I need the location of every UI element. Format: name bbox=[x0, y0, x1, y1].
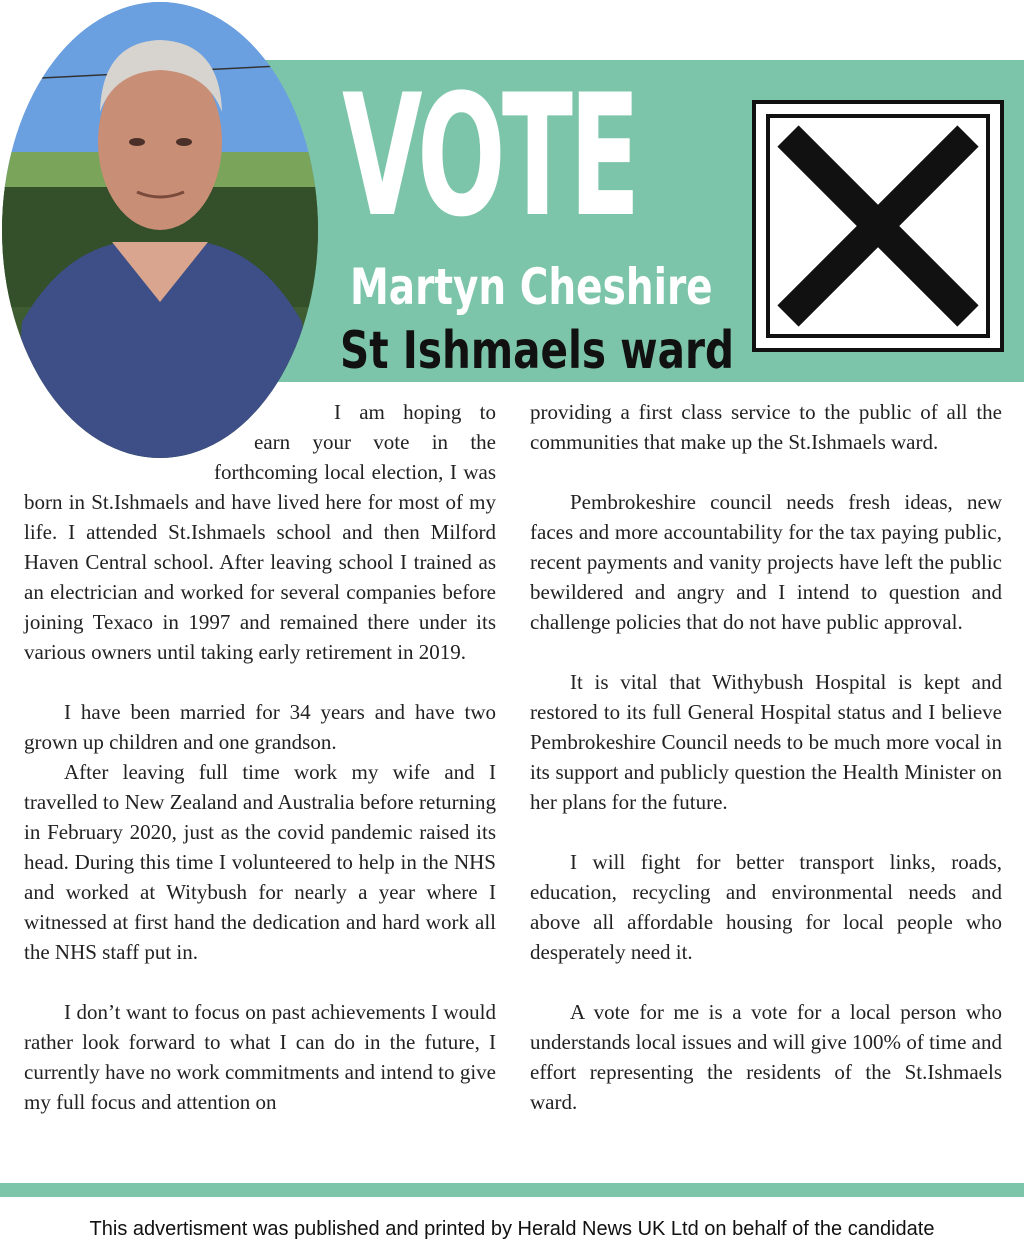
text-wrap-spacer bbox=[24, 397, 294, 427]
paragraph: providing a first class service to the public of all the communities that make up the St.Ishmaels ward. bbox=[530, 400, 1002, 454]
text-wrap-spacer bbox=[24, 457, 214, 487]
paragraph: After leaving full time work my wife and I travelled to New Zealand and Australia before returning in February 2020, just as the covid pandemic raised its head. During this time I volunteered to help in the NHS and worked at Witybush for nearly a year where I witnessed at first hand the dedication and hard work all the NHS staff put in. bbox=[24, 760, 496, 964]
candidate-name: Martyn Cheshire bbox=[350, 258, 713, 316]
paragraph: It is vital that Withybush Hospital is kept and restored to its full General Hospital status and I believe Pembrokeshire Council needs to be much more vocal in its support and publicly question the Health Minister on her plans for the future. bbox=[530, 670, 1002, 814]
right-text-column bbox=[530, 397, 1002, 1117]
paragraph: I am hoping to earn your vote in the forthcoming local election, I was born in St.Ishmaels and have lived here for most of my life. I attended St.Ishmaels school and then Milford Haven Central school. After leaving school I trained as an electrician and worked for several companies before joining Texaco in 1997 and remained there under its various owners until taking early retirement in 2019. bbox=[24, 400, 496, 664]
text-wrap-spacer bbox=[24, 427, 254, 457]
footer-divider bbox=[0, 1183, 1024, 1197]
paragraph: Pembrokeshire council needs fresh ideas, new faces and more accountability for the tax paying public, recent payments and vanity projects have left the public bewildered and angry and I intend to question and challenge policies that do not have public approval. bbox=[530, 490, 1002, 634]
paragraph: I have been married for 34 years and have two grown up children and one grandson. bbox=[24, 700, 496, 754]
ward-name: St Ishmaels ward bbox=[340, 321, 735, 381]
ballot-box bbox=[752, 100, 1004, 352]
ballot-x-mark-icon bbox=[770, 118, 986, 334]
left-text-column bbox=[24, 397, 496, 1117]
vote-heading: VOTE bbox=[342, 58, 637, 254]
footer-disclaimer: This advertisment was published and printed by Herald News UK Ltd on behalf of the candidate bbox=[89, 1218, 935, 1240]
paragraph: I will fight for better transport links, roads, education, recycling and environmental needs and above all affordable housing for local people who desperately need it. bbox=[530, 850, 1002, 964]
paragraph: A vote for me is a vote for a local person who understands local issues and will give 100% of time and effort representing the residents of the St.Ishmaels ward. bbox=[530, 1000, 1002, 1114]
paragraph: I don’t want to focus on past achievements I would rather look forward to what I can do in the future, I currently have no work commitments and intend to give my full focus and attention on bbox=[24, 1000, 496, 1114]
candidate-photo-illustration bbox=[2, 2, 318, 458]
candidate-portrait bbox=[2, 2, 318, 458]
